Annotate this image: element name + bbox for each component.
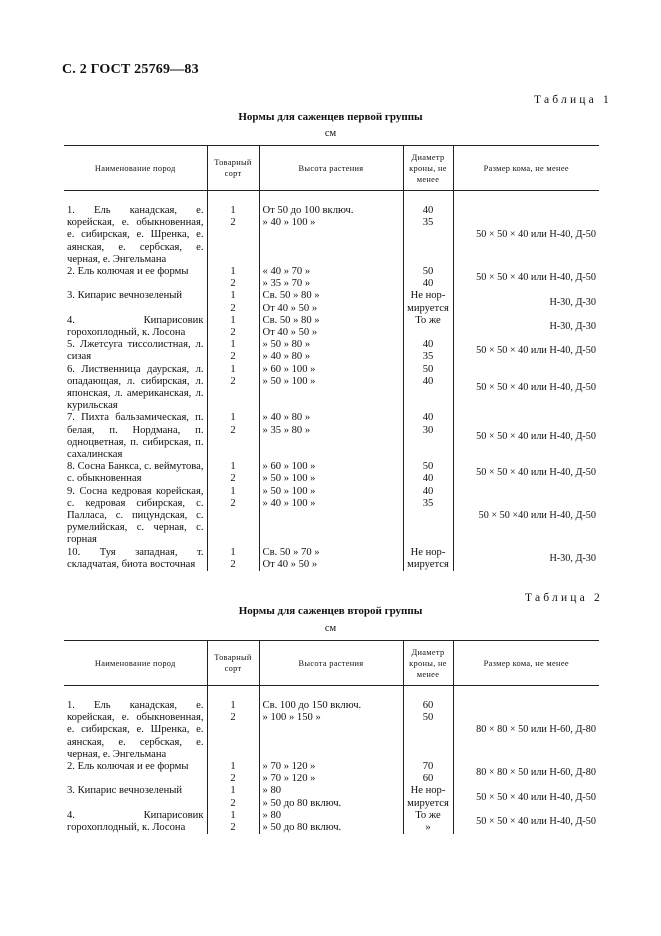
- sort-cell-line: 2: [230, 773, 236, 785]
- height-cell-line: » 100 » 150 »: [262, 712, 321, 724]
- table2-unit: см: [324, 623, 337, 634]
- species-name: 1. Ель канадская, е. корейская, е. обыкновенная, е. сибирская, е. Шренка, е. аянская, е. сербская, е. черная, е. Энгельмана: [67, 205, 204, 265]
- col-header-species: Наименование пород: [64, 641, 207, 686]
- diameter-cell-line: мируется: [407, 302, 449, 314]
- table2: [64, 640, 599, 834]
- diameter-cell: [403, 700, 453, 761]
- coma-size: 50 × 50 × 40 или Н-40, Д-50: [453, 412, 599, 461]
- coma-size: 50 × 50 × 40 или Н-40, Д-50: [453, 339, 599, 363]
- height-cell: [259, 761, 403, 785]
- height-cell: [259, 290, 403, 314]
- height-cell: [259, 547, 403, 571]
- height-cell-line: » 80: [262, 809, 282, 821]
- col-header-diameter: Диаметр кроны, не менее: [403, 146, 453, 191]
- sort-cell-line: 1: [230, 339, 236, 351]
- sort-cell-line: 1: [230, 546, 236, 558]
- col-header-sort: Товарный сорт: [207, 146, 259, 191]
- sort-cell-line: 1: [230, 314, 236, 326]
- table2-title: Нормы для саженцев второй группы: [238, 605, 423, 617]
- diameter-cell-line: То же: [415, 809, 441, 821]
- diameter-cell: [403, 486, 453, 547]
- table-row: [64, 205, 599, 266]
- coma-size: 50 × 50 × 40 или Н-40, Д-50: [453, 364, 599, 413]
- sort-cell-line: 2: [230, 497, 236, 509]
- height-cell-line: От 40 » 50 »: [262, 327, 318, 339]
- height-cell-line: » 40 » 100 »: [262, 217, 316, 229]
- coma-size: 80 × 80 × 50 или Н-60, Д-80: [453, 761, 599, 785]
- sort-cell-line: 1: [230, 266, 236, 278]
- height-cell-line: » 50 до 80 включ.: [262, 822, 342, 834]
- sort-cell-line: 2: [230, 797, 236, 809]
- diameter-cell: [403, 266, 453, 290]
- sort-cell: [207, 315, 259, 339]
- species-name: 8. Сосна Банкса, с. веймутова, с. обыкновенная: [67, 461, 204, 485]
- diameter-cell-line: Не нор-: [410, 290, 446, 302]
- sort-cell-line: 2: [230, 351, 236, 363]
- height-cell-line: » 35 » 80 »: [262, 424, 311, 436]
- diameter-cell-line: 40: [422, 473, 434, 485]
- table-row: [64, 700, 599, 761]
- height-cell-line: Св. 50 » 80 »: [262, 314, 320, 326]
- species-name: 5. Лжетсуга тиссолистная, л. сизая: [67, 339, 204, 363]
- height-cell-line: » 60 » 100 »: [262, 363, 316, 375]
- species-name: 4. Кипарисовик горохоплодный, к. Лосона: [67, 314, 204, 339]
- height-cell-line: » 50 » 100 »: [262, 375, 316, 387]
- height-cell-line: » 70 » 120 »: [262, 761, 316, 773]
- diameter-cell-line: 70: [422, 761, 434, 773]
- coma-size: 50 × 50 × 40 или Н-40, Д-50: [453, 810, 599, 834]
- species-name: 7. Пихта бальзамическая, п. белая, п. Нордмана, п. одноцветная, п. сибирская, п. сахалинская: [67, 412, 204, 461]
- height-cell-line: » 50 » 100 »: [262, 485, 316, 497]
- diameter-cell-line: 60: [422, 700, 434, 711]
- height-cell: [259, 700, 403, 761]
- height-cell-line: Св. 50 » 70 »: [262, 546, 320, 558]
- sort-cell: [207, 266, 259, 290]
- diameter-cell-line: мируется: [407, 797, 449, 809]
- height-cell-line: » 60 » 100 »: [262, 461, 316, 473]
- diameter-cell-line: 60: [422, 773, 434, 785]
- height-cell: [259, 266, 403, 290]
- diameter-cell-line: 40: [422, 205, 434, 216]
- diameter-cell-line: 35: [422, 217, 434, 229]
- sort-cell-line: 1: [230, 363, 236, 375]
- diameter-cell-line: 30: [422, 424, 434, 436]
- table-row: [64, 290, 599, 314]
- height-cell: [259, 205, 403, 266]
- height-cell-line: От 50 до 100 включ.: [262, 205, 354, 216]
- table-row: [64, 364, 599, 413]
- diameter-cell-line: 35: [422, 351, 434, 363]
- col-header-height: Высота растения: [259, 146, 403, 191]
- species-name: 4. Кипарисовик горохоплодный, к. Лосона: [67, 809, 204, 834]
- table-row: [64, 412, 599, 461]
- height-cell-line: » 40 » 80 »: [262, 412, 311, 424]
- height-cell-line: » 35 » 70 »: [262, 278, 311, 290]
- height-cell-line: Св. 100 до 150 включ.: [262, 700, 362, 711]
- height-cell: [259, 315, 403, 339]
- height-cell-line: « 40 » 70 »: [262, 266, 311, 278]
- coma-size: Н-30, Д-30: [453, 290, 599, 314]
- species-name: 10. Туя западная, т. складчатая, биота восточная: [67, 546, 204, 570]
- sort-cell: [207, 486, 259, 547]
- coma-size: 80 × 80 × 50 или Н-60, Д-80: [453, 700, 599, 761]
- diameter-cell-line: 50: [422, 712, 434, 724]
- sort-cell: [207, 785, 259, 809]
- sort-cell-line: 2: [230, 424, 236, 436]
- sort-cell: [207, 364, 259, 413]
- coma-size: 50 × 50 × 40 или Н-40, Д-50: [453, 461, 599, 485]
- coma-size: 50 × 50 × 40 или Н-40, Д-50: [453, 205, 599, 266]
- diameter-cell-line: 40: [422, 339, 434, 351]
- height-cell-line: » 80: [262, 785, 282, 797]
- sort-cell-line: 1: [230, 461, 236, 473]
- sort-cell-line: 1: [230, 485, 236, 497]
- table1: [64, 145, 599, 571]
- sort-cell: [207, 339, 259, 363]
- coma-size: 50 × 50 ×40 или Н-40, Д-50: [453, 486, 599, 547]
- page-header: С. 2 ГОСТ 25769—83: [62, 62, 199, 77]
- table2-label: Таблица 2: [525, 592, 603, 604]
- col-header-coma: Размер кома, не менее: [453, 641, 599, 686]
- sort-cell-line: 2: [230, 473, 236, 485]
- col-header-diameter: Диаметр кроны, не менее: [403, 641, 453, 686]
- sort-cell-line: 2: [230, 302, 236, 314]
- species-name: 2. Ель колючая и ее формы: [67, 761, 189, 773]
- height-cell: [259, 461, 403, 485]
- height-cell-line: От 40 » 50 »: [262, 558, 318, 570]
- height-cell-line: От 40 » 50 »: [262, 302, 318, 314]
- height-cell: [259, 486, 403, 547]
- diameter-cell: [403, 339, 453, 363]
- sort-cell-line: 2: [230, 712, 236, 724]
- sort-cell-line: 2: [230, 327, 236, 339]
- diameter-cell-line: 40: [422, 278, 434, 290]
- sort-cell-line: 2: [230, 558, 236, 570]
- diameter-cell: [403, 364, 453, 413]
- sort-cell-line: 1: [230, 412, 236, 424]
- species-name: 3. Кипарис вечнозеленый: [67, 785, 183, 797]
- table-row: [64, 785, 599, 809]
- height-cell-line: » 50 до 80 включ.: [262, 797, 342, 809]
- sort-cell: [207, 761, 259, 785]
- height-cell: [259, 810, 403, 834]
- diameter-cell-line: 40: [422, 375, 434, 387]
- coma-size: 50 × 50 × 40 или Н-40, Д-50: [453, 266, 599, 290]
- col-header-height: Высота растения: [259, 641, 403, 686]
- diameter-cell-line: 40: [422, 412, 434, 424]
- diameter-cell-line: Не нор-: [410, 546, 446, 558]
- coma-size: Н-30, Д-30: [453, 315, 599, 339]
- diameter-cell-line: 50: [422, 266, 434, 278]
- height-cell-line: » 50 » 80 »: [262, 339, 311, 351]
- diameter-cell-line: 50: [422, 363, 434, 375]
- diameter-cell-line: »: [425, 822, 431, 834]
- sort-cell: [207, 461, 259, 485]
- sort-cell-line: 1: [230, 809, 236, 821]
- diameter-cell: [403, 761, 453, 785]
- table1-title: Нормы для саженцев первой группы: [238, 111, 423, 123]
- diameter-cell-line: То же: [415, 314, 441, 326]
- diameter-cell: [403, 412, 453, 461]
- col-header-species: Наименование пород: [64, 146, 207, 191]
- sort-cell-line: 1: [230, 700, 236, 711]
- table-row: [64, 810, 599, 834]
- species-name: 3. Кипарис вечнозеленый: [67, 290, 183, 302]
- sort-cell-line: 1: [230, 290, 236, 302]
- diameter-cell-line: 35: [422, 497, 434, 509]
- col-header-sort: Товарный сорт: [207, 641, 259, 686]
- sort-cell-line: 2: [230, 822, 236, 834]
- height-cell-line: Св. 50 » 80 »: [262, 290, 320, 302]
- height-cell: [259, 785, 403, 809]
- height-cell-line: » 70 » 120 »: [262, 773, 316, 785]
- sort-cell: [207, 700, 259, 761]
- diameter-cell-line: Не нор-: [410, 785, 446, 797]
- table-row: [64, 486, 599, 547]
- diameter-cell-line: 50: [422, 461, 434, 473]
- diameter-cell: [403, 810, 453, 834]
- diameter-cell: [403, 785, 453, 809]
- diameter-cell: [403, 315, 453, 339]
- col-header-coma: Размер кома, не менее: [453, 146, 599, 191]
- diameter-cell-line: мируется: [407, 558, 449, 570]
- sort-cell-line: 2: [230, 278, 236, 290]
- sort-cell-line: 1: [230, 785, 236, 797]
- height-cell-line: » 50 » 100 »: [262, 473, 316, 485]
- table-row: [64, 761, 599, 785]
- sort-cell-line: 2: [230, 217, 236, 229]
- table-row: [64, 547, 599, 571]
- species-name: 9. Сосна кедровая корейская, с. кедровая сибирская, с. Палласа, с. пицундская, с. румелийская, с. черная, с. горная: [67, 485, 204, 546]
- height-cell: [259, 364, 403, 413]
- diameter-cell: [403, 290, 453, 314]
- diameter-cell: [403, 205, 453, 266]
- sort-cell-line: 2: [230, 375, 236, 387]
- diameter-cell-line: [407, 327, 450, 339]
- sort-cell: [207, 412, 259, 461]
- height-cell-line: » 40 » 80 »: [262, 351, 311, 363]
- height-cell: [259, 339, 403, 363]
- species-name: 2. Ель колючая и ее формы: [67, 266, 189, 278]
- table1-unit: см: [324, 128, 337, 139]
- table-row: [64, 339, 599, 363]
- sort-cell-line: 1: [230, 205, 236, 216]
- height-cell: [259, 412, 403, 461]
- height-cell-line: » 40 » 100 »: [262, 497, 316, 509]
- diameter-cell: [403, 547, 453, 571]
- table-row: [64, 461, 599, 485]
- sort-cell: [207, 547, 259, 571]
- species-name: 1. Ель канадская, е. корейская, е. обыкновенная, е. сибирская, е. Шренка, е. аянская, е. сербская, е. черная, е. Энгельмана: [67, 700, 204, 760]
- sort-cell: [207, 810, 259, 834]
- diameter-cell-line: 40: [422, 485, 434, 497]
- coma-size: 50 × 50 × 40 или Н-40, Д-50: [453, 785, 599, 809]
- table-row: [64, 315, 599, 339]
- sort-cell: [207, 205, 259, 266]
- table1-label: Таблица 1: [534, 94, 612, 106]
- table-row: [64, 266, 599, 290]
- sort-cell: [207, 290, 259, 314]
- diameter-cell: [403, 461, 453, 485]
- species-name: 6. Лиственница даурская, л. опадающая, л. сибирская, л. японская, л. американская, л. курильская: [67, 363, 204, 412]
- coma-size: Н-30, Д-30: [453, 547, 599, 571]
- sort-cell-line: 1: [230, 761, 236, 773]
